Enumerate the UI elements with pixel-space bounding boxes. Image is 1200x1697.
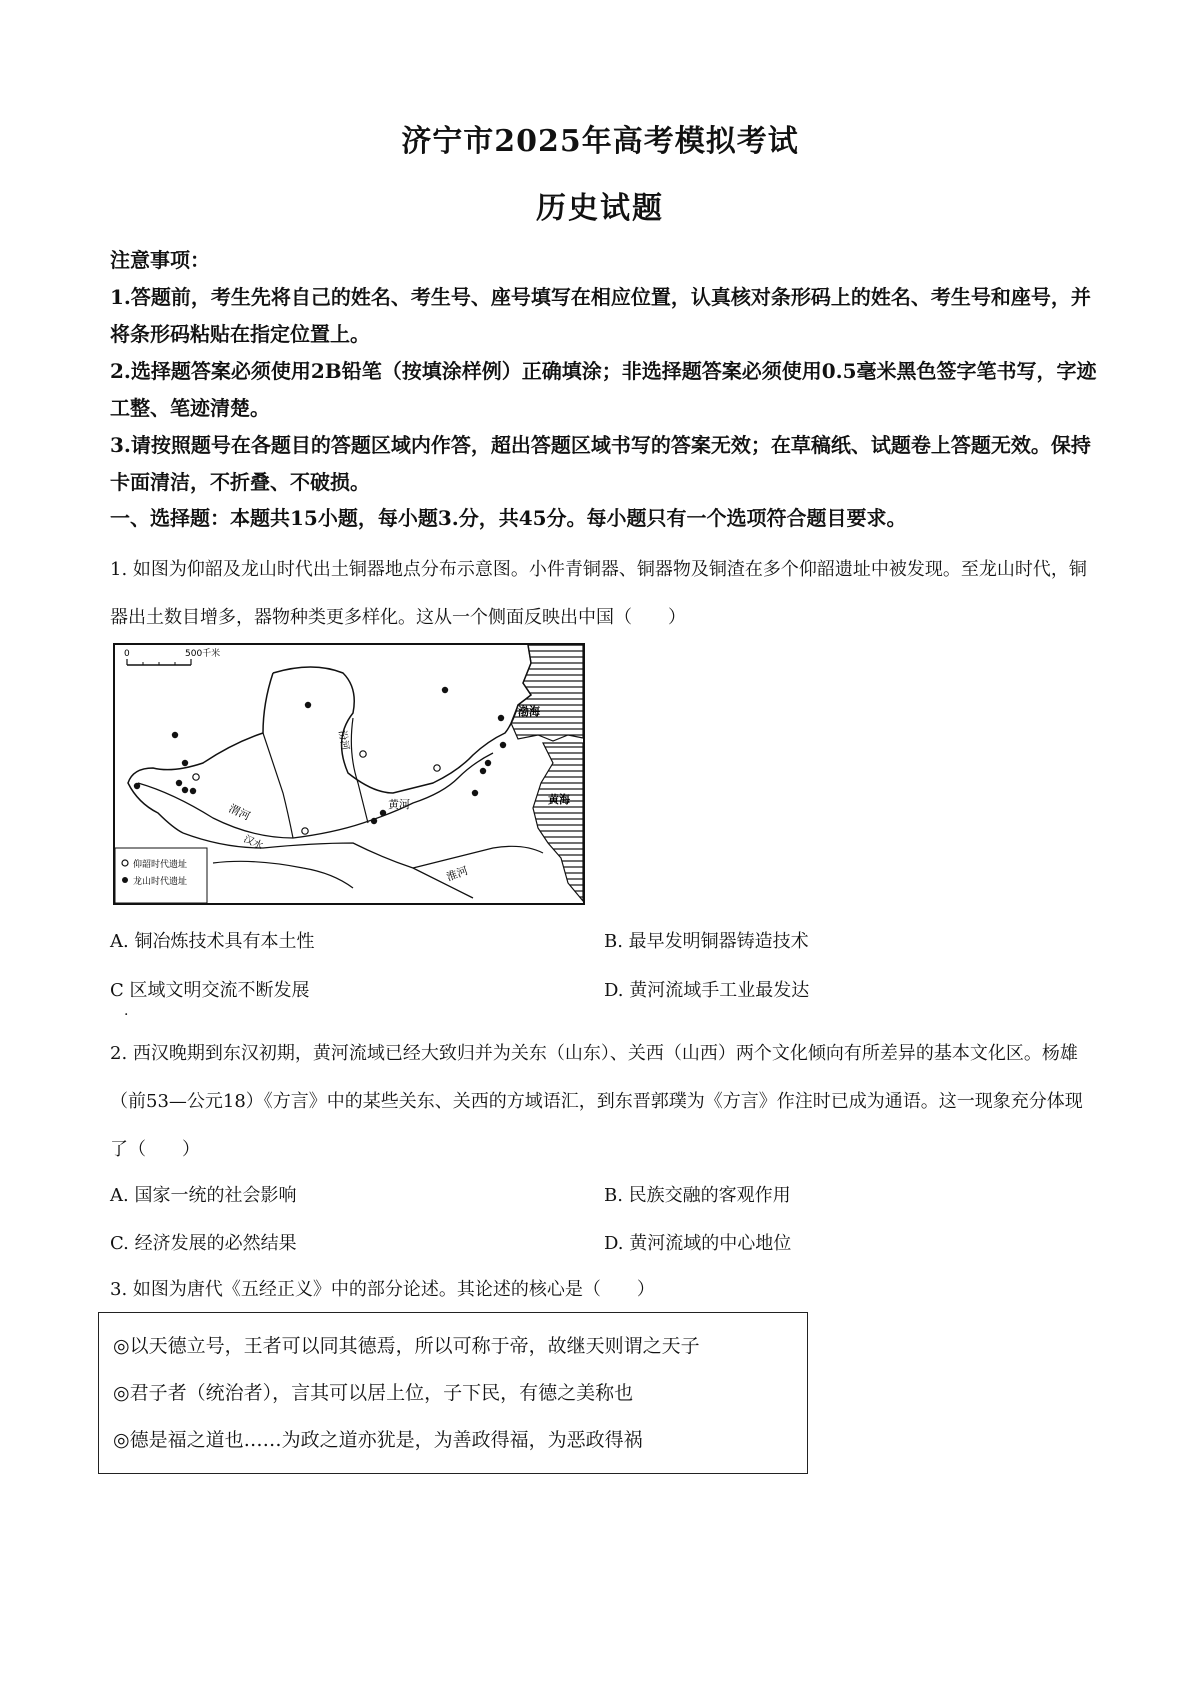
exam-title: 济宁市2025年高考模拟考试	[401, 124, 799, 159]
fenhe-label: 汾河	[336, 729, 351, 752]
q3-quote-1: ◎以天德立号，王者可以同其德焉，所以可称于帝，故继天则谓之天子	[113, 1335, 700, 1357]
yangshao-site-marker	[302, 828, 308, 834]
notes-block	[110, 242, 1100, 501]
q2-option-b: B. 民族交融的客观作用	[604, 1185, 791, 1206]
q3-quote-box	[98, 1312, 808, 1474]
stray-dot-mark: ·	[124, 1007, 129, 1023]
note-item-2: 2.选择题答案必须使用2B铅笔（按填涂样例）正确填涂；非选择题答案必须使用0.5毫米黑色签字笔书写，字迹工整、笔迹清楚。	[110, 359, 1097, 420]
scale-zero-label: 0	[124, 649, 130, 659]
longshan-site-marker	[380, 810, 386, 816]
question-1-stem: 1. 如图为仰韶及龙山时代出土铜器地点分布示意图。小件青铜器、铜器物及铜渣在多个仰韶遗址中被发现。至龙山时代，铜器出土数目增多，器物种类更多样化。这从一个侧面反映出中国（ ）	[110, 559, 1087, 628]
longshan-site-marker	[305, 702, 311, 708]
longshan-site-marker	[442, 687, 448, 693]
section-heading: 一、选择题：本题共15小题，每小题3.分，共45分。每小题只有一个选项符合题目要求。	[110, 506, 907, 530]
q1-option-a: A. 铜冶炼技术具有本土性	[110, 931, 315, 952]
notes-heading: 注意事项：	[110, 248, 210, 272]
huaihe-label: 淮河	[444, 864, 470, 884]
longshan-site-marker	[172, 732, 178, 738]
legend-longshan-label: 龙山时代遗址	[133, 877, 188, 887]
q1-option-c: C 区域文明交流不断发展	[110, 980, 310, 1001]
longshan-site-marker	[480, 768, 486, 774]
q2-option-d: D. 黄河流域的中心地位	[604, 1233, 792, 1254]
huanghe-label: 黄河	[388, 798, 410, 811]
exam-subtitle: 历史试题	[536, 191, 664, 226]
scale-distance-label: 500千米	[185, 649, 221, 659]
note-item-1: 1.答题前，考生先将自己的姓名、考生号、座号填写在相应位置，认真核对条形码上的姓名、考生号和座号，并将条形码粘贴在指定位置上。	[110, 285, 1091, 346]
copper-sites-map	[113, 643, 585, 905]
question-2-stem: 2. 西汉晚期到东汉初期，黄河流域已经大致归并为关东（山东）、关西（山西）两个文化倾向有所差异的基本文化区。杨雄（前53—公元18）《方言》中的某些关东、关西的方域语汇，到东晋郭璞为《方言》作注时已成为通语。这一现象充分体现了（ ）	[110, 1043, 1083, 1160]
question-3-stem: 3. 如图为唐代《五经正义》中的部分论述。其论述的核心是（ ）	[110, 1279, 655, 1300]
longshan-site-marker	[485, 760, 491, 766]
legend-yangshao-label: 仰韶时代遗址	[133, 860, 188, 870]
longshan-site-marker	[371, 818, 377, 824]
hanshui-label: 汉水	[241, 833, 265, 853]
longshan-site-marker	[182, 787, 188, 793]
note-item-3: 3.请按照题号在各题目的答题区域内作答，超出答题区域书写的答案无效；在草稿纸、试题卷上答题无效。保持卡面清洁，不折叠、不破损。	[110, 433, 1091, 494]
weihe-label: 渭河	[226, 801, 253, 824]
longshan-site-marker	[182, 760, 188, 766]
bohai-label: 渤海	[518, 705, 540, 718]
yangshao-site-marker	[434, 765, 440, 771]
huanghai-label: 黄海	[548, 793, 570, 806]
longshan-site-marker	[190, 788, 196, 794]
q2-option-c: C. 经济发展的必然结果	[110, 1233, 297, 1254]
q1-option-b: B. 最早发明铜器铸造技术	[604, 931, 809, 952]
q3-quote-2: ◎君子者（统治者），言其可以居上位，子下民，有德之美称也	[113, 1382, 634, 1404]
longshan-site-marker	[176, 780, 182, 786]
yangshao-site-marker	[360, 751, 366, 757]
q1-option-d: D. 黄河流域手工业最发达	[604, 980, 810, 1001]
longshan-site-marker	[500, 742, 506, 748]
longshan-site-marker	[472, 790, 478, 796]
longshan-site-marker	[498, 715, 504, 721]
longshan-site-marker	[134, 783, 140, 789]
q2-option-a: A. 国家一统的社会影响	[110, 1185, 297, 1206]
q3-quote-3: ◎德是福之道也……为政之道亦犹是，为善政得福，为恶政得祸	[113, 1429, 643, 1451]
yangshao-site-marker	[193, 774, 199, 780]
